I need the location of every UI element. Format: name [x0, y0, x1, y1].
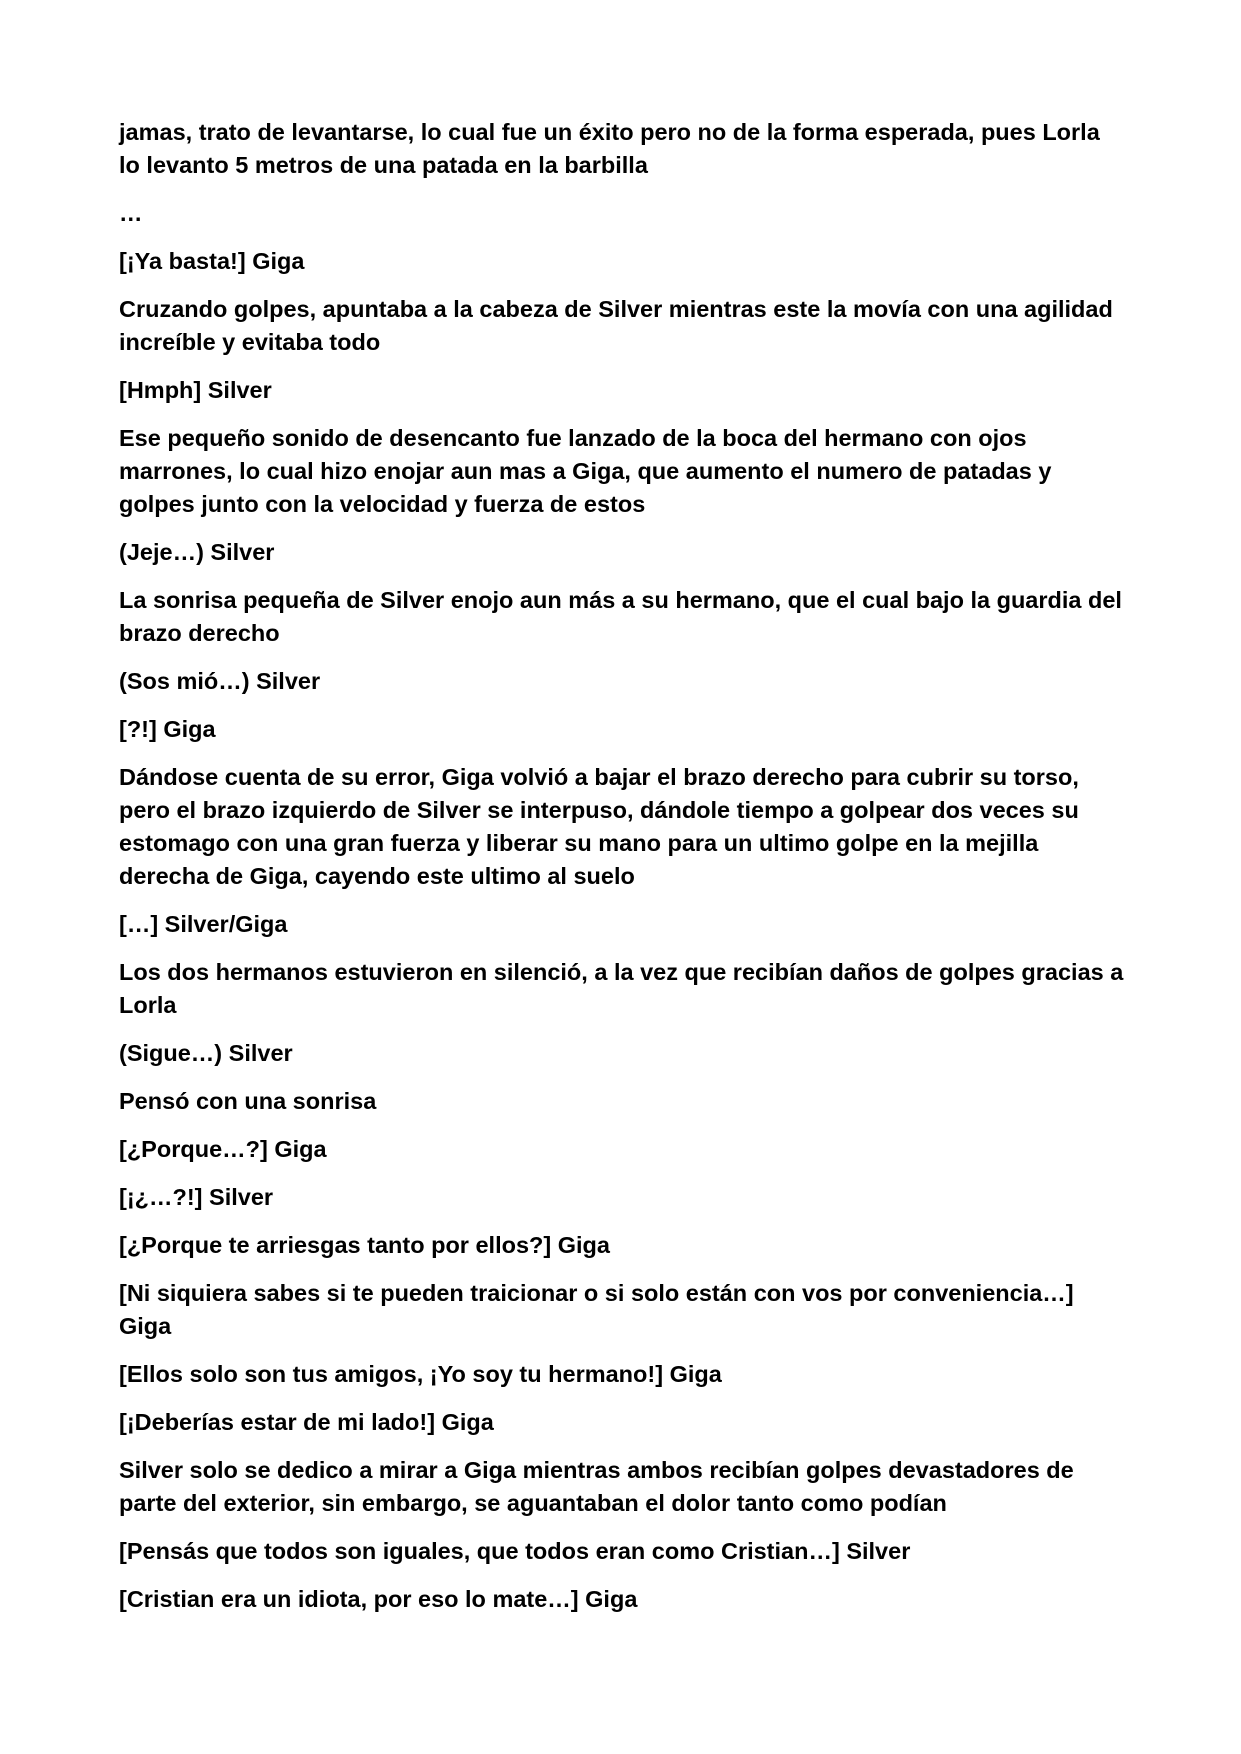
dialogue-line: [¿Porque…?] Giga: [119, 1136, 327, 1162]
paragraph: Ese pequeño sonido de desencanto fue lanzado de la boca del hermano con ojos marrones, lo cual hizo enojar aun mas a Giga, que aumento el numero de patadas y golpes junto con la velocidad y fuerza de estos: [119, 425, 1052, 517]
paragraph: Dándose cuenta de su error, Giga volvió a bajar el brazo derecho para cubrir su torso, pero el brazo izquierdo de Silver se interpuso, dándole tiempo a golpear dos veces su estomago con una gran fuerza y liberar su mano para un ultimo golpe en la mejilla derecha de Giga, cayendo este ultimo al suelo: [119, 764, 1079, 889]
dialogue-line: (Jeje…) Silver: [119, 539, 275, 565]
dialogue-line: (Sos mió…) Silver: [119, 668, 321, 694]
paragraph: Pensó con una sonrisa: [119, 1088, 377, 1114]
dialogue-line: [¿Porque te arriesgas tanto por ellos?] Giga: [119, 1232, 610, 1258]
dialogue-line: [?!] Giga: [119, 716, 216, 742]
dialogue-line: [¡Deberías estar de mi lado!] Giga: [119, 1409, 494, 1435]
paragraph: La sonrisa pequeña de Silver enojo aun más a su hermano, que el cual bajo la guardia del brazo derecho: [119, 587, 1122, 646]
dialogue-line: [Pensás que todos son iguales, que todos eran como Cristian…] Silver: [119, 1538, 911, 1564]
dialogue-line: [Hmph] Silver: [119, 377, 272, 403]
paragraph: Cruzando golpes, apuntaba a la cabeza de Silver mientras este la movía con una agilidad increíble y evitaba todo: [119, 296, 1113, 355]
dialogue-line: [Cristian era un idiota, por eso lo mate…] Giga: [119, 1586, 638, 1612]
document-page: [119, 116, 1124, 1631]
dialogue-line: (Sigue…) Silver: [119, 1040, 293, 1066]
paragraph: Los dos hermanos estuvieron en silenció, a la vez que recibían daños de golpes gracias a Lorla: [119, 959, 1124, 1018]
paragraph: Silver solo se dedico a mirar a Giga mientras ambos recibían golpes devastadores de parte del exterior, sin embargo, se aguantaban el dolor tanto como podían: [119, 1457, 1074, 1516]
paragraph: jamas, trato de levantarse, lo cual fue un éxito pero no de la forma esperada, pues Lorla lo levanto 5 metros de una patada en la barbilla: [119, 119, 1100, 178]
dialogue-line: [Ellos solo son tus amigos, ¡Yo soy tu hermano!] Giga: [119, 1361, 722, 1387]
dialogue-line: [Ni siquiera sabes si te pueden traicionar o si solo están con vos por conveniencia…] Giga: [119, 1280, 1074, 1339]
dialogue-line: [¡¿…?!] Silver: [119, 1184, 274, 1210]
dialogue-line: [¡Ya basta!] Giga: [119, 248, 305, 274]
paragraph: …: [119, 200, 143, 226]
dialogue-line: […] Silver/Giga: [119, 911, 288, 937]
